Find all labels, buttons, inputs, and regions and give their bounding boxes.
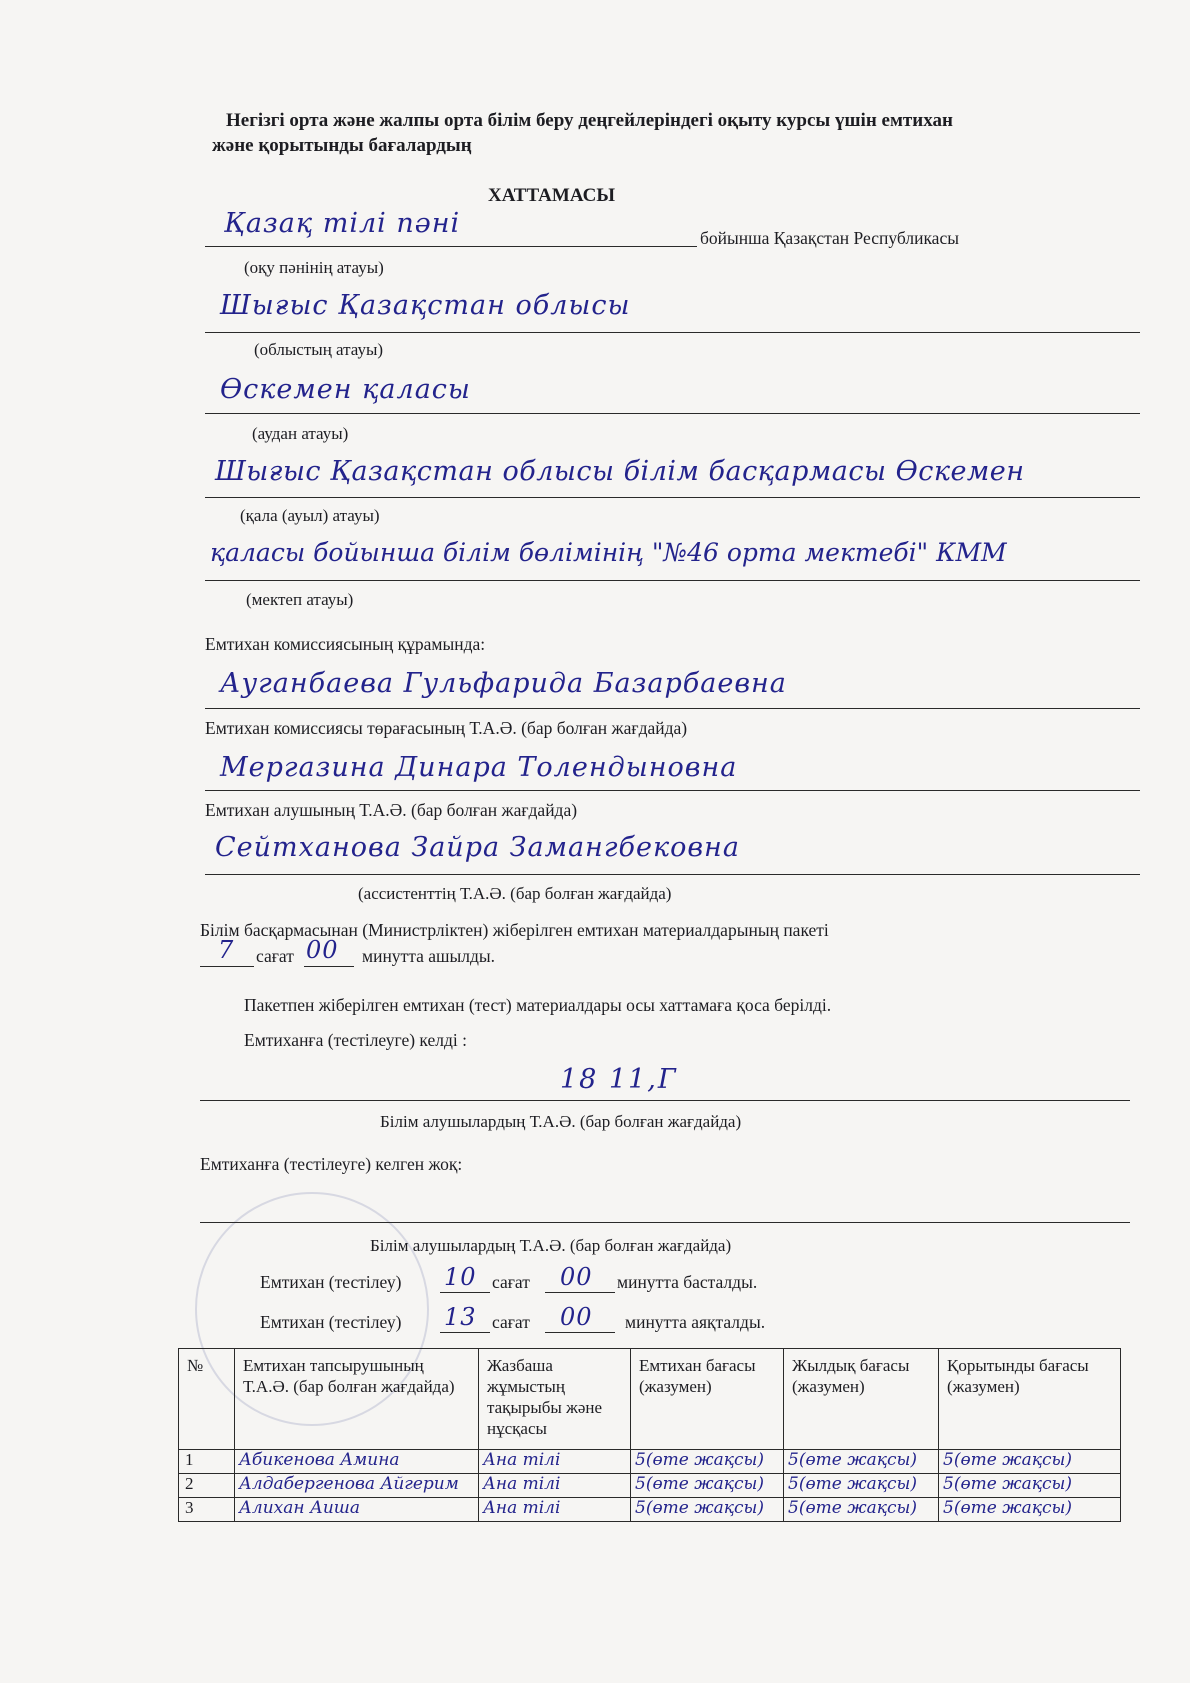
end-minute: 00 [560,1303,593,1331]
end-hour-line [440,1332,490,1333]
package-hour-word: сағат [256,946,294,966]
table-header-row [179,1349,1121,1450]
end-suffix: минутта аяқталды. [625,1312,766,1332]
col-header-topic: Жазбаша жұмыстың тақырыбы және нұсқасы [479,1349,631,1450]
city-label: (қала (ауыл) атауы) [240,506,380,525]
commission-label: Емтихан комиссиясының құрамында: [205,634,486,654]
col-header-final-grade: Қорытынды бағасы (жазумен) [939,1349,1121,1450]
table-row [179,1498,1121,1522]
city-line [205,497,1140,498]
end-hour-word: сағат [492,1312,530,1332]
row-number: 3 [179,1498,235,1522]
region-line [205,332,1140,333]
package-minute-line [304,966,354,967]
row-student-name: Абикенова Амина [235,1450,479,1474]
row-annual-grade: 5(өте жақсы) [784,1474,939,1498]
row-topic: Ана тілі [479,1450,631,1474]
subject-value: Қазақ тілі пәні [224,208,461,239]
subject-line [205,246,697,247]
row-student-name: Алдабергенова Айгерим [235,1474,479,1498]
came-line [200,1100,1130,1101]
school-value: қаласы бойынша білім бөлімінің "№46 орта мектебі" КММ [210,538,1007,567]
row-annual-grade: 5(өте жақсы) [784,1450,939,1474]
title-line-2: және қорытынды бағалардың [212,135,472,156]
col-header-number: № [179,1349,235,1450]
end-prefix: Емтихан (тестілеу) [260,1312,402,1332]
subject-label: (оқу пәнінің атауы) [244,258,384,277]
examiner-label: Емтихан алушының Т.А.Ә. (бар болған жағдайда) [205,800,578,820]
chair-value: Мергазина Динара Толендыновна [220,752,738,783]
absent-line [200,1222,1130,1223]
students-label-2: Білім алушылардың Т.А.Ә. (бар болған жағдайда) [370,1236,732,1255]
col-header-name: Емтихан тапсырушының Т.А.Ә. (бар болған жағдайда) [235,1349,479,1450]
students-label-1: Білім алушылардың Т.А.Ә. (бар болған жағдайда) [380,1112,742,1131]
commission-value: Ауганбаева Гульфарида Базарбаевна [220,668,787,699]
assistant-label: (ассистенттің Т.А.Ә. (бар болған жағдайда) [358,884,672,903]
row-final-grade: 5(өте жақсы) [939,1498,1121,1522]
absent-label: Емтиханға (тестілеуге) келген жоқ: [200,1154,463,1174]
row-exam-grade: 5(өте жақсы) [631,1450,784,1474]
title-line-1: Негізгі орта және жалпы орта білім беру деңгейлеріндегі оқыту курсы үшін емтихан [226,110,953,131]
start-hour-word: сағат [492,1272,530,1292]
region-label: (облыстың атауы) [254,340,384,359]
row-number: 2 [179,1474,235,1498]
table-row [179,1450,1121,1474]
row-annual-grade: 5(өте жақсы) [784,1498,939,1522]
examiner-value: Сейтханова Зайра Замангбековна [215,832,740,863]
district-value: Өскемен қаласы [220,374,471,405]
start-prefix: Емтихан (тестілеу) [260,1272,402,1292]
came-label: Емтиханға (тестілеуге) келді : [244,1030,468,1050]
city-value: Шығыс Қазақстан облысы білім басқармасы Өскемен [215,456,1025,487]
row-topic: Ана тілі [479,1474,631,1498]
row-exam-grade: 5(өте жақсы) [631,1474,784,1498]
commission-line [205,708,1140,709]
start-minute-line [545,1292,615,1293]
row-exam-grade: 5(өте жақсы) [631,1498,784,1522]
start-hour-line [440,1292,490,1293]
package-text: Білім басқармасынан (Министрліктен) жіберілген емтихан материалдарының пакеті [200,920,829,940]
end-minute-line [545,1332,615,1333]
package-hour: 7 [218,936,235,964]
package-attached: Пакетпен жіберілген емтихан (тест) материалдары осы хаттамаға қоса берілді. [244,995,832,1015]
start-minute: 00 [560,1263,593,1291]
package-minute-suffix: минутта ашылды. [362,946,495,966]
school-label: (мектеп атауы) [246,590,354,609]
row-topic: Ана тілі [479,1498,631,1522]
row-student-name: Алихан Аиша [235,1498,479,1522]
start-hour: 10 [444,1263,477,1291]
end-hour: 13 [444,1303,477,1331]
chair-line [205,790,1140,791]
page-heading: ХАТТАМАСЫ [488,185,615,206]
package-minute: 00 [306,936,339,964]
school-line [205,580,1140,581]
col-header-annual-grade: Жылдық бағасы (жазумен) [784,1349,939,1450]
row-final-grade: 5(өте жақсы) [939,1450,1121,1474]
district-label: (аудан атауы) [252,424,349,443]
table-row [179,1474,1121,1498]
start-suffix: минутта басталды. [617,1272,758,1292]
grades-table [178,1348,1121,1522]
examiner-line [205,874,1140,875]
package-hour-line [200,966,254,967]
district-line [205,413,1140,414]
chair-label: Емтихан комиссиясы төрағасының Т.А.Ә. (бар болған жағдайда) [205,718,688,738]
col-header-exam-grade: Емтихан бағасы (жазумен) [631,1349,784,1450]
subject-suffix: бойынша Қазақстан Республикасы [700,228,959,248]
row-final-grade: 5(өте жақсы) [939,1474,1121,1498]
row-number: 1 [179,1450,235,1474]
came-value: 18 11,Г [560,1064,678,1095]
region-value: Шығыс Қазақстан облысы [220,290,631,321]
